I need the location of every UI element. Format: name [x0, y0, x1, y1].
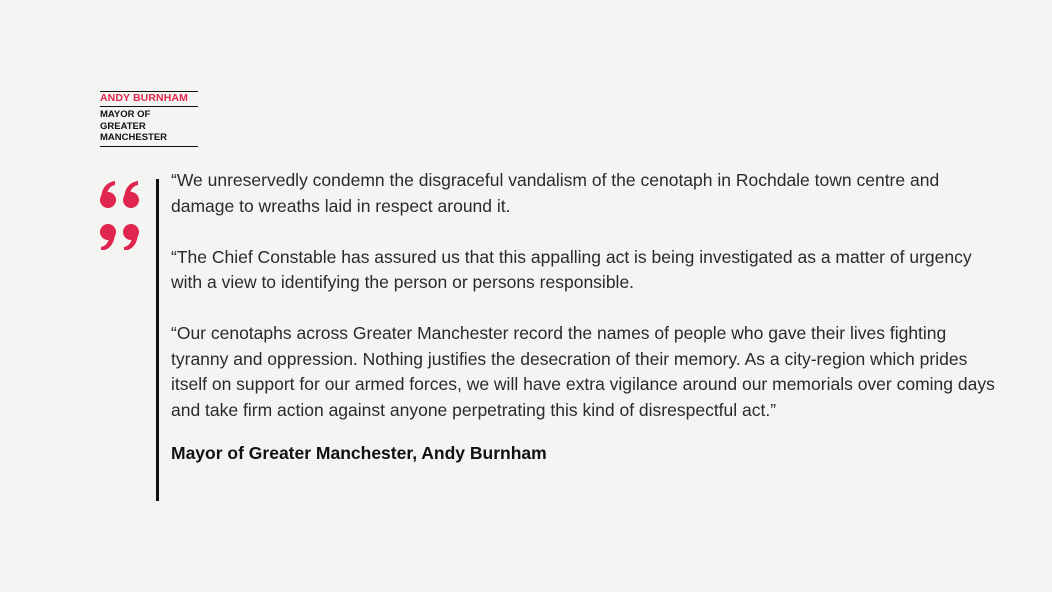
logo-middle-rule — [100, 106, 198, 107]
quotation-mark-icon — [98, 178, 144, 250]
quote-attribution: Mayor of Greater Manchester, Andy Burnham — [171, 443, 547, 463]
logo-title-line-3: MANCHESTER — [100, 132, 168, 143]
logo-name: ANDY BURNHAM — [100, 92, 188, 104]
quote-paragraph-3: “Our cenotaphs across Greater Manchester record the names of people who gave their lives fighting tyranny and oppression. Nothing justifies the desecration of their memory. As a city-region which prides itself on support for our armed forces, we will have extra vigilance around our memorials over coming days and take firm action against anyone perpetrating this kind of disrespectful act.” — [171, 323, 995, 420]
quote-paragraph-2: “The Chief Constable has assured us that this appalling act is being investigated as a matter of urgency with a view to identifying the person or persons responsible. — [171, 246, 972, 292]
quote-bar — [156, 179, 159, 501]
logo — [100, 91, 198, 147]
logo-title-line-1: MAYOR OF — [100, 109, 151, 120]
quote-paragraph-1: “We unreservedly condemn the disgraceful vandalism of the cenotaph in Rochdale town centre and damage to wreaths laid in respect around it. — [171, 170, 940, 216]
logo-bottom-rule — [100, 146, 198, 147]
quote-block — [171, 168, 1001, 467]
logo-title-line-2: GREATER — [100, 120, 146, 132]
logo-title — [100, 109, 198, 144]
